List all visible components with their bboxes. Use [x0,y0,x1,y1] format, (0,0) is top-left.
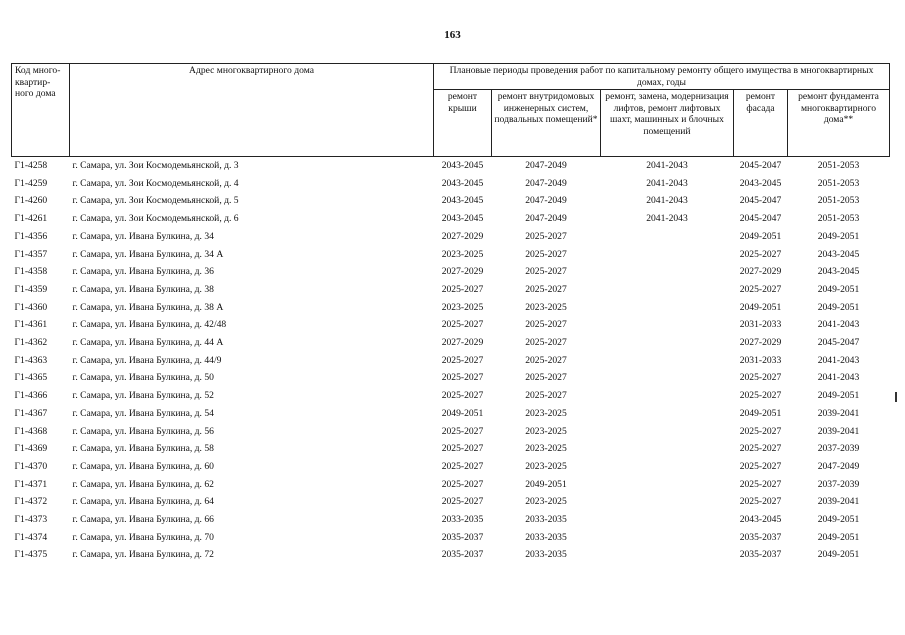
cell-facade: 2045-2047 [739,195,782,207]
cell-engineering: 2033-2035 [525,531,567,543]
table-row [12,157,890,175]
table-row [12,493,890,511]
cell-code: Г1-4369 [14,443,48,455]
cell-engineering: 2025-2027 [525,390,567,402]
cell-lifts [601,281,734,299]
cell-roof: 2023-2025 [441,248,484,260]
cell-foundation: 2049-2051 [817,301,860,313]
table-row [12,387,890,405]
cell-lifts: 2041-2043 [646,213,688,225]
cell-address: г. Самара, ул. Ивана Булкина, д. 54 [72,407,214,419]
cell-foundation: 2049-2051 [817,283,860,295]
cell-roof: 2025-2027 [441,425,484,437]
page-number: 163 [444,29,461,41]
cell-address: г. Самара, ул. Ивана Булкина, д. 38 [72,283,214,295]
cell-code: Г1-4370 [14,460,48,472]
cell-foundation: 2049-2051 [817,549,860,561]
cell-lifts [601,334,734,352]
cell-facade: 2025-2027 [739,460,782,472]
cell-code: Г1-4371 [14,478,48,490]
cell-address: г. Самара, ул. Зои Космодемьянской, д. 4 [72,177,239,189]
repair-schedule-table [11,63,890,564]
cell-address: г. Самара, ул. Ивана Булкина, д. 52 [72,390,214,402]
table-row [12,458,890,476]
cell-roof: 2049-2051 [441,407,484,419]
cell-code: Г1-4361 [14,319,48,331]
cell-engineering: 2025-2027 [525,248,567,260]
cell-engineering: 2025-2027 [525,319,567,331]
cell-foundation: 2049-2051 [817,514,860,526]
cell-lifts [601,440,734,458]
table-row [12,228,890,246]
cell-facade: 2031-2033 [739,319,782,331]
cell-roof: 2043-2045 [441,213,484,225]
cell-engineering: 2023-2025 [525,460,567,472]
cell-foundation: 2041-2043 [817,354,860,366]
cell-address: г. Самара, ул. Ивана Булкина, д. 64 [72,496,214,508]
cell-address: г. Самара, ул. Зои Космодемьянской, д. 5 [72,195,239,207]
cell-lifts [601,316,734,334]
cell-roof: 2025-2027 [441,496,484,508]
cell-roof: 2043-2045 [441,160,484,171]
cell-address: г. Самара, ул. Зои Космодемьянской, д. 6 [72,213,239,225]
table-row [12,246,890,264]
cell-address: г. Самара, ул. Ивана Булкина, д. 72 [72,549,214,561]
cell-lifts: 2041-2043 [646,177,688,189]
cell-roof: 2023-2025 [441,301,484,313]
cell-roof: 2027-2029 [441,266,484,278]
cell-code: Г1-4356 [14,230,48,242]
table-row [12,440,890,458]
cell-foundation: 2051-2053 [817,213,860,225]
cell-code: Г1-4368 [14,425,48,437]
table-row [12,210,890,228]
cell-lifts [601,511,734,529]
cell-address: г. Самара, ул. Ивана Булкина, д. 36 [72,266,214,278]
table-row [12,192,890,210]
cell-foundation: 2041-2043 [817,372,860,384]
table-header [12,64,890,157]
cell-engineering: 2047-2049 [525,177,567,189]
cell-foundation: 2041-2043 [817,319,860,331]
cell-facade: 2025-2027 [739,283,782,295]
cell-lifts [601,476,734,494]
cell-engineering: 2025-2027 [525,283,567,295]
cell-foundation: 2039-2041 [817,425,860,437]
cell-roof: 2025-2027 [441,390,484,402]
cell-lifts [601,529,734,547]
table-row [12,299,890,317]
cell-lifts [601,352,734,370]
table-row [12,281,890,299]
cell-address: г. Самара, ул. Ивана Булкина, д. 60 [72,460,214,472]
header-code: Код много-квартир-ного дома [12,64,70,157]
cell-foundation: 2051-2053 [817,195,860,207]
cell-lifts: 2041-2043 [646,160,688,171]
cell-address: г. Самара, ул. Ивана Булкина, д. 44/9 [72,354,222,366]
cell-roof: 2043-2045 [441,195,484,207]
header-facade: ремонт фасада [734,90,788,157]
cell-engineering: 2047-2049 [525,195,567,207]
table-row [12,316,890,334]
cell-foundation: 2049-2051 [817,230,860,242]
cell-roof: 2035-2037 [441,549,484,561]
cell-foundation: 2039-2041 [817,496,860,508]
cell-engineering: 2025-2027 [525,266,567,278]
cell-code: Г1-4374 [14,531,48,543]
cell-foundation: 2051-2053 [817,160,860,171]
cell-foundation: 2047-2049 [817,460,860,472]
cell-roof: 2043-2045 [441,177,484,189]
cell-code: Г1-4359 [14,283,48,295]
cell-roof: 2025-2027 [441,460,484,472]
cell-engineering: 2023-2025 [525,496,567,508]
table-row [12,405,890,423]
cell-facade: 2043-2045 [739,514,782,526]
cell-facade: 2045-2047 [739,213,782,225]
cell-roof: 2035-2037 [441,531,484,543]
cell-facade: 2049-2051 [739,230,782,242]
table-row [12,369,890,387]
cell-foundation: 2043-2045 [817,248,860,260]
cell-roof: 2027-2029 [441,337,484,349]
cell-engineering: 2049-2051 [525,478,567,490]
cell-engineering: 2023-2025 [525,443,567,455]
cell-lifts [601,246,734,264]
header-roof: ремонт крыши [434,90,492,157]
header-engineering: ремонт внутридомовых инженерных систем, подвальных помещений* [492,90,601,157]
table-row [12,263,890,281]
header-lifts: ремонт, замена, модернизация лифтов, ремонт лифтовых шахт, машинных и блочных помещений [601,90,734,157]
cell-lifts [601,387,734,405]
cell-engineering: 2025-2027 [525,230,567,242]
cell-facade: 2035-2037 [739,531,782,543]
cell-code: Г1-4363 [14,354,48,366]
cell-engineering: 2033-2035 [525,549,567,561]
cell-address: г. Самара, ул. Ивана Булкина, д. 58 [72,443,214,455]
cell-engineering: 2025-2027 [525,337,567,349]
table-body [12,157,890,565]
cell-foundation: 2051-2053 [817,177,860,189]
cell-code: Г1-4373 [14,514,48,526]
cell-code: Г1-4362 [14,337,48,349]
cell-roof: 2033-2035 [441,514,484,526]
cell-facade: 2045-2047 [739,160,782,171]
cell-lifts [601,405,734,423]
cell-lifts: 2041-2043 [646,195,688,207]
header-address: Адрес многоквартирного дома [70,64,434,157]
table-row [12,529,890,547]
cell-facade: 2049-2051 [739,301,782,313]
cell-facade: 2025-2027 [739,425,782,437]
cell-engineering: 2047-2049 [525,213,567,225]
cell-address: г. Самара, ул. Ивана Булкина, д. 62 [72,478,214,490]
cell-code: Г1-4372 [14,496,48,508]
cell-facade: 2025-2027 [739,478,782,490]
cell-roof: 2025-2027 [441,283,484,295]
cell-roof: 2025-2027 [441,443,484,455]
cell-facade: 2027-2029 [739,266,782,278]
cell-address: г. Самара, ул. Зои Космодемьянской, д. 3 [72,160,239,171]
cell-lifts [601,228,734,246]
cell-engineering: 2025-2027 [525,372,567,384]
cell-roof: 2025-2027 [441,354,484,366]
cell-code: Г1-4360 [14,301,48,313]
cell-roof: 2025-2027 [441,478,484,490]
cell-roof: 2025-2027 [441,319,484,331]
cell-lifts [601,299,734,317]
cell-foundation: 2049-2051 [817,531,860,543]
cell-engineering: 2023-2025 [525,425,567,437]
cell-address: г. Самара, ул. Ивана Булкина, д. 56 [72,425,214,437]
cell-roof: 2025-2027 [441,372,484,384]
cell-address: г. Самара, ул. Ивана Булкина, д. 44 А [72,337,224,349]
cell-code: Г1-4357 [14,248,48,260]
cell-code: Г1-4258 [14,160,48,171]
cell-engineering: 2023-2025 [525,301,567,313]
cell-foundation: 2039-2041 [817,407,860,419]
cell-facade: 2025-2027 [739,248,782,260]
cell-roof: 2027-2029 [441,230,484,242]
cell-facade: 2025-2027 [739,496,782,508]
cell-foundation: 2043-2045 [817,266,860,278]
cell-address: г. Самара, ул. Ивана Булкина, д. 34 [72,230,214,242]
cell-foundation: 2037-2039 [817,443,860,455]
table-row [12,334,890,352]
cell-code: Г1-4358 [14,266,48,278]
table-row [12,175,890,193]
cell-engineering: 2023-2025 [525,407,567,419]
table-row [12,511,890,529]
cell-address: г. Самара, ул. Ивана Булкина, д. 70 [72,531,214,543]
cell-lifts [601,493,734,511]
cell-engineering: 2025-2027 [525,354,567,366]
scan-mark [895,392,903,402]
cell-lifts [601,458,734,476]
cell-lifts [601,369,734,387]
cell-code: Г1-4375 [14,549,48,561]
cell-facade: 2035-2037 [739,549,782,561]
cell-engineering: 2033-2035 [525,514,567,526]
cell-code: Г1-4367 [14,407,48,419]
cell-code: Г1-4260 [14,195,48,207]
cell-address: г. Самара, ул. Ивана Булкина, д. 34 А [72,248,224,260]
cell-foundation: 2049-2051 [817,390,860,402]
cell-facade: 2049-2051 [739,407,782,419]
cell-address: г. Самара, ул. Ивана Булкина, д. 38 А [72,301,224,313]
cell-foundation: 2045-2047 [817,337,860,349]
cell-address: г. Самара, ул. Ивана Булкина, д. 50 [72,372,214,384]
cell-facade: 2031-2033 [739,354,782,366]
table-row [12,423,890,441]
cell-facade: 2043-2045 [739,177,782,189]
cell-code: Г1-4366 [14,390,48,402]
header-periods: Плановые периоды проведения работ по капитальному ремонту общего имущества в многоквартирных домах, годы [434,64,890,90]
cell-foundation: 2037-2039 [817,478,860,490]
table-row [12,546,890,564]
cell-code: Г1-4261 [14,213,48,225]
cell-lifts [601,546,734,564]
cell-address: г. Самара, ул. Ивана Булкина, д. 66 [72,514,214,526]
cell-facade: 2025-2027 [739,372,782,384]
cell-engineering: 2047-2049 [525,160,567,171]
cell-lifts [601,423,734,441]
cell-facade: 2025-2027 [739,390,782,402]
table-row [12,352,890,370]
cell-code: Г1-4365 [14,372,48,384]
header-foundation: ремонт фундамента многоквартирного дома** [788,90,890,157]
table-row [12,476,890,494]
cell-facade: 2027-2029 [739,337,782,349]
cell-code: Г1-4259 [14,177,48,189]
cell-address: г. Самара, ул. Ивана Булкина, д. 42/48 [72,319,227,331]
cell-lifts [601,263,734,281]
cell-facade: 2025-2027 [739,443,782,455]
